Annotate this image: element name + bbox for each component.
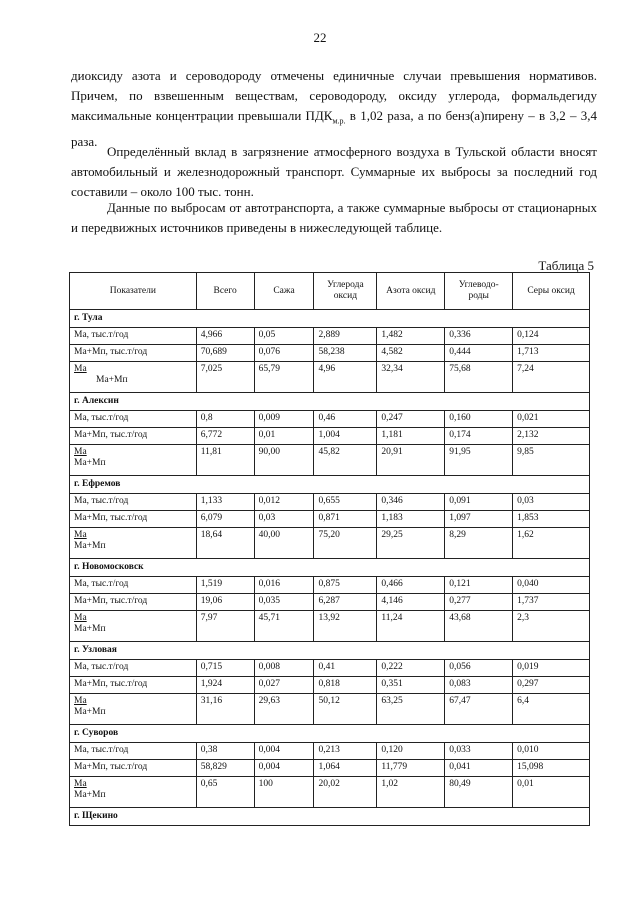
table-row-ratio bbox=[70, 528, 590, 559]
table-cell: 43,68 bbox=[445, 611, 513, 642]
table-cell: 1,737 bbox=[513, 594, 590, 611]
table-row-ma bbox=[70, 411, 590, 428]
city-group-row bbox=[70, 725, 590, 743]
table-cell: 63,25 bbox=[377, 694, 445, 725]
row-label: Ма, тыс.т/год bbox=[70, 743, 197, 760]
row-label: Ма+Мп, тыс.т/год bbox=[70, 428, 197, 445]
table-cell: 0,65 bbox=[196, 777, 254, 808]
table-cell: 6,772 bbox=[196, 428, 254, 445]
ratio-numerator: Ма bbox=[74, 696, 87, 706]
table-cell: 1,924 bbox=[196, 677, 254, 694]
city-name: г. Алексин bbox=[70, 393, 590, 411]
city-name: г. Суворов bbox=[70, 725, 590, 743]
table-row-ma bbox=[70, 494, 590, 511]
table-cell: 0,655 bbox=[314, 494, 377, 511]
table-cell: 0,8 bbox=[196, 411, 254, 428]
table-cell: 20,91 bbox=[377, 445, 445, 476]
table-cell: 7,97 bbox=[196, 611, 254, 642]
table-row-ma-mp bbox=[70, 511, 590, 528]
table-cell: 20,02 bbox=[314, 777, 377, 808]
table-cell: 0,213 bbox=[314, 743, 377, 760]
city-name: г. Ефремов bbox=[70, 476, 590, 494]
ratio-denominator: Ма+Мп bbox=[74, 541, 106, 551]
city-group-row bbox=[70, 310, 590, 328]
table-cell: 0,174 bbox=[445, 428, 513, 445]
table-cell: 1,064 bbox=[314, 760, 377, 777]
table-cell: 80,49 bbox=[445, 777, 513, 808]
row-label: Ма+Мп, тыс.т/год bbox=[70, 511, 197, 528]
table-cell: 0,01 bbox=[513, 777, 590, 808]
table-cell: 0,019 bbox=[513, 660, 590, 677]
table-row-ratio bbox=[70, 445, 590, 476]
table-cell: 0,009 bbox=[254, 411, 314, 428]
table-cell: 0,124 bbox=[513, 328, 590, 345]
ratio-numerator: Ма bbox=[74, 364, 87, 374]
table-cell: 0,033 bbox=[445, 743, 513, 760]
table-row-ratio bbox=[70, 694, 590, 725]
table-cell: 0,010 bbox=[513, 743, 590, 760]
row-label: Ма, тыс.т/год bbox=[70, 328, 197, 345]
ratio-label bbox=[70, 694, 197, 725]
paragraph-1-subscript: м.р. bbox=[332, 116, 346, 126]
table-cell: 0,083 bbox=[445, 677, 513, 694]
table-cell: 0,466 bbox=[377, 577, 445, 594]
city-group-row bbox=[70, 476, 590, 494]
table-cell: 0,222 bbox=[377, 660, 445, 677]
paragraph-1-text: диоксиду азота и сероводороду отмечены единичные случаи превышения нормативов. Причем, по взвешенным веществам, сероводороду, оксиду углерода, формальдегиду максимальные концентрации превышали ПДК bbox=[71, 68, 597, 123]
table-cell: 32,34 bbox=[377, 362, 445, 393]
table-cell: 65,79 bbox=[254, 362, 314, 393]
table-cell: 29,63 bbox=[254, 694, 314, 725]
table-cell: 50,12 bbox=[314, 694, 377, 725]
table-cell: 4,582 bbox=[377, 345, 445, 362]
city-name: г. Новомосковск bbox=[70, 559, 590, 577]
table-cell: 0,01 bbox=[254, 428, 314, 445]
table-row-ratio bbox=[70, 777, 590, 808]
table-header-row bbox=[70, 273, 590, 310]
table-cell: 75,20 bbox=[314, 528, 377, 559]
table-cell: 0,41 bbox=[314, 660, 377, 677]
city-name: г. Узловая bbox=[70, 642, 590, 660]
paragraph-3: Данные по выбросам от автотранспорта, а также суммарные выбросы от стационарных и передвижных источников приведены в нижеследующей таблице. bbox=[71, 200, 597, 235]
table-cell: 90,00 bbox=[254, 445, 314, 476]
table-cell: 0,012 bbox=[254, 494, 314, 511]
table-cell: 0,351 bbox=[377, 677, 445, 694]
table-row-ma-mp bbox=[70, 677, 590, 694]
row-label: Ма, тыс.т/год bbox=[70, 494, 197, 511]
table-cell: 100 bbox=[254, 777, 314, 808]
paragraph-1-tail: в 1,02 раза, а по бенз(а)пирену – в 3,2 – 3,4 раза. bbox=[71, 108, 597, 149]
ratio-label bbox=[70, 611, 197, 642]
table-cell: 0,03 bbox=[254, 511, 314, 528]
paragraph-2: Определённый вклад в загрязнение атмосферного воздуха в Тульской области вносят автомобильный и железнодорожный транспорт. Суммарные их выбросы за последний год составили – около 100 тыс. тонн. bbox=[71, 144, 597, 199]
table-cell: 67,47 bbox=[445, 694, 513, 725]
ratio-numerator: Ма bbox=[74, 447, 87, 457]
table-cell: 6,287 bbox=[314, 594, 377, 611]
table-cell: 70,689 bbox=[196, 345, 254, 362]
table-cell: 6,4 bbox=[513, 694, 590, 725]
ratio-denominator: Ма+Мп bbox=[74, 624, 106, 634]
table-cell: 1,519 bbox=[196, 577, 254, 594]
table-cell: 1,004 bbox=[314, 428, 377, 445]
table-cell: 0,076 bbox=[254, 345, 314, 362]
table-cell: 29,25 bbox=[377, 528, 445, 559]
ratio-denominator: Ма+Мп bbox=[74, 458, 106, 468]
table-cell: 0,016 bbox=[254, 577, 314, 594]
table-cell: 31,16 bbox=[196, 694, 254, 725]
table-cell: 58,829 bbox=[196, 760, 254, 777]
table-caption: Таблица 5 bbox=[538, 258, 594, 273]
header-cell: Углерода оксид bbox=[314, 273, 377, 310]
table-cell: 0,46 bbox=[314, 411, 377, 428]
header-cell: Азота оксид bbox=[377, 273, 445, 310]
page-number: 22 bbox=[313, 30, 327, 45]
table-cell: 0,247 bbox=[377, 411, 445, 428]
table-cell: 2,889 bbox=[314, 328, 377, 345]
header-cell: Показатели bbox=[70, 273, 197, 310]
table-cell: 0,277 bbox=[445, 594, 513, 611]
table-cell: 0,346 bbox=[377, 494, 445, 511]
table-cell: 0,040 bbox=[513, 577, 590, 594]
emissions-table bbox=[69, 272, 590, 826]
table-cell: 2,132 bbox=[513, 428, 590, 445]
city-group-row bbox=[70, 559, 590, 577]
table-cell: 0,444 bbox=[445, 345, 513, 362]
table-cell: 0,035 bbox=[254, 594, 314, 611]
table-cell: 0,715 bbox=[196, 660, 254, 677]
table-cell: 2,3 bbox=[513, 611, 590, 642]
table-cell: 9,85 bbox=[513, 445, 590, 476]
table-cell: 0,05 bbox=[254, 328, 314, 345]
table-cell: 1,62 bbox=[513, 528, 590, 559]
table-cell: 75,68 bbox=[445, 362, 513, 393]
table-cell: 0,121 bbox=[445, 577, 513, 594]
table-cell: 0,004 bbox=[254, 743, 314, 760]
table-cell: 0,041 bbox=[445, 760, 513, 777]
table-cell: 4,96 bbox=[314, 362, 377, 393]
table-cell: 19,06 bbox=[196, 594, 254, 611]
table-row-ratio bbox=[70, 611, 590, 642]
header-cell: Серы оксид bbox=[513, 273, 590, 310]
table-cell: 45,82 bbox=[314, 445, 377, 476]
table-row-ma bbox=[70, 660, 590, 677]
table-cell: 1,02 bbox=[377, 777, 445, 808]
table-row-ma bbox=[70, 577, 590, 594]
table-row-ma-mp bbox=[70, 760, 590, 777]
row-label: Ма, тыс.т/год bbox=[70, 411, 197, 428]
table-row-ma-mp bbox=[70, 594, 590, 611]
ratio-label bbox=[70, 777, 197, 808]
row-label: Ма+Мп, тыс.т/год bbox=[70, 760, 197, 777]
city-group-row bbox=[70, 808, 590, 826]
table-cell: 58,238 bbox=[314, 345, 377, 362]
table-cell: 18,64 bbox=[196, 528, 254, 559]
table-cell: 1,853 bbox=[513, 511, 590, 528]
ratio-label bbox=[70, 528, 197, 559]
table-cell: 0,875 bbox=[314, 577, 377, 594]
table-cell: 1,181 bbox=[377, 428, 445, 445]
ratio-denominator: Ма+Мп bbox=[96, 375, 128, 385]
ratio-numerator: Ма bbox=[74, 779, 87, 789]
ratio-label bbox=[70, 362, 197, 393]
table-cell: 11,81 bbox=[196, 445, 254, 476]
ratio-numerator: Ма bbox=[74, 613, 87, 623]
city-group-row bbox=[70, 642, 590, 660]
ratio-denominator: Ма+Мп bbox=[74, 707, 106, 717]
table-cell: 8,29 bbox=[445, 528, 513, 559]
table-cell: 11,24 bbox=[377, 611, 445, 642]
table-cell: 45,71 bbox=[254, 611, 314, 642]
row-label: Ма+Мп, тыс.т/год bbox=[70, 594, 197, 611]
table-cell: 0,871 bbox=[314, 511, 377, 528]
table-cell: 1,713 bbox=[513, 345, 590, 362]
table-row-ma bbox=[70, 743, 590, 760]
table-cell: 91,95 bbox=[445, 445, 513, 476]
row-label: Ма+Мп, тыс.т/год bbox=[70, 345, 197, 362]
paragraph-1 bbox=[71, 66, 597, 152]
table-cell: 1,133 bbox=[196, 494, 254, 511]
table-row-ma bbox=[70, 328, 590, 345]
table-cell: 0,297 bbox=[513, 677, 590, 694]
table-cell: 0,008 bbox=[254, 660, 314, 677]
table-cell: 0,027 bbox=[254, 677, 314, 694]
table-cell: 1,482 bbox=[377, 328, 445, 345]
table-cell: 0,160 bbox=[445, 411, 513, 428]
city-name: г. Щекино bbox=[70, 808, 590, 826]
table-cell: 4,966 bbox=[196, 328, 254, 345]
table-cell: 0,021 bbox=[513, 411, 590, 428]
table-cell: 7,24 bbox=[513, 362, 590, 393]
table-row-ma-mp bbox=[70, 428, 590, 445]
table-cell: 0,004 bbox=[254, 760, 314, 777]
row-label: Ма, тыс.т/год bbox=[70, 660, 197, 677]
table-cell: 13,92 bbox=[314, 611, 377, 642]
table-cell: 15,098 bbox=[513, 760, 590, 777]
table-cell: 0,091 bbox=[445, 494, 513, 511]
row-label: Ма, тыс.т/год bbox=[70, 577, 197, 594]
table-cell: 0,056 bbox=[445, 660, 513, 677]
city-name: г. Тула bbox=[70, 310, 590, 328]
ratio-numerator: Ма bbox=[74, 530, 87, 540]
city-group-row bbox=[70, 393, 590, 411]
table-cell: 6,079 bbox=[196, 511, 254, 528]
table-row-ma-mp bbox=[70, 345, 590, 362]
ratio-denominator: Ма+Мп bbox=[74, 790, 106, 800]
table-cell: 7,025 bbox=[196, 362, 254, 393]
table-cell: 11,779 bbox=[377, 760, 445, 777]
table-row-ratio bbox=[70, 362, 590, 393]
header-cell: Сажа bbox=[254, 273, 314, 310]
header-cell: Углеводо-роды bbox=[445, 273, 513, 310]
row-label: Ма+Мп, тыс.т/год bbox=[70, 677, 197, 694]
table-cell: 0,818 bbox=[314, 677, 377, 694]
table-cell: 40,00 bbox=[254, 528, 314, 559]
table-cell: 0,120 bbox=[377, 743, 445, 760]
table-cell: 0,336 bbox=[445, 328, 513, 345]
ratio-label bbox=[70, 445, 197, 476]
table-cell: 0,03 bbox=[513, 494, 590, 511]
table-cell: 1,097 bbox=[445, 511, 513, 528]
table-cell: 0,38 bbox=[196, 743, 254, 760]
table-cell: 4,146 bbox=[377, 594, 445, 611]
header-cell: Всего bbox=[196, 273, 254, 310]
table-cell: 1,183 bbox=[377, 511, 445, 528]
